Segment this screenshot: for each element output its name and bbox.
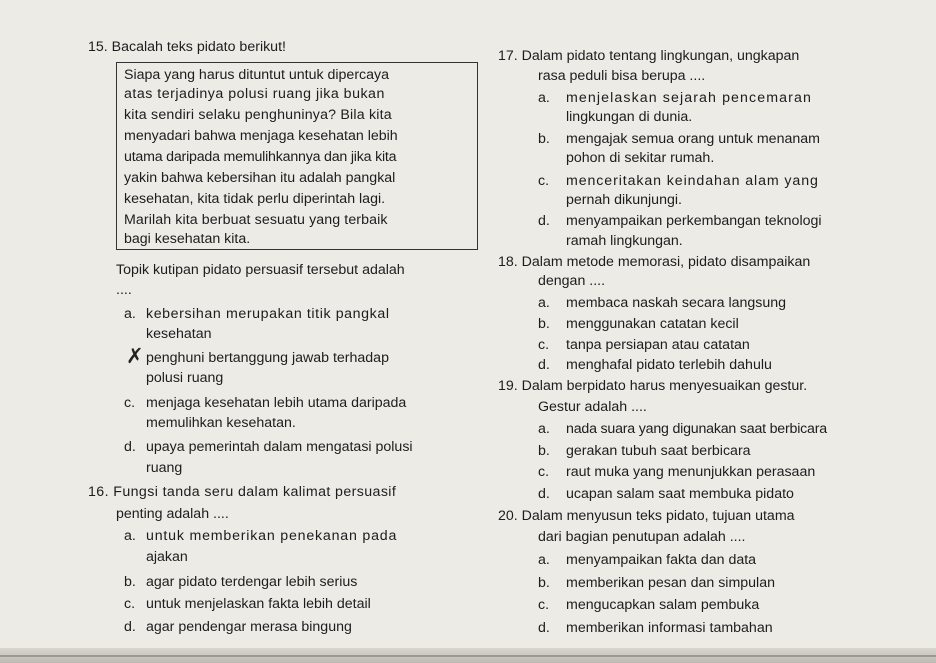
q15-passage-line: kesehatan, kita tidak perlu diperintah lagi.	[124, 191, 386, 207]
q20-option-c-text[interactable]: mengucapkan salam pembuka	[566, 597, 760, 613]
q18-option-c-letter[interactable]: c.	[538, 337, 550, 353]
q17-option-d-letter[interactable]: d.	[538, 213, 550, 229]
q19-question-cont: Gestur adalah ....	[538, 399, 647, 415]
q17-question: 17. Dalam pidato tentang lingkungan, ungkapan	[498, 48, 800, 64]
q15-title: 15. Bacalah teks pidato berikut!	[88, 39, 286, 55]
q18-option-d-text[interactable]: menghafal pidato terlebih dahulu	[566, 357, 772, 373]
q16-option-d-letter[interactable]: d.	[124, 619, 136, 635]
q19-option-c-letter[interactable]: c.	[538, 464, 550, 480]
q17-option-a-text[interactable]: menjelaskan sejarah pencemaran	[566, 90, 812, 106]
q18-option-a-text[interactable]: membaca naskah secara langsung	[566, 295, 787, 311]
q17-option-c-text-cont: pernah dikunjungi.	[566, 192, 682, 208]
q15-passage-line: kita sendiri selaku penghuninya? Bila kita	[124, 107, 392, 123]
q17-option-b-text[interactable]: mengajak semua orang untuk menanam	[566, 131, 820, 147]
q15-question-ellipsis: ....	[116, 282, 132, 298]
q15-option-c-letter[interactable]: c.	[124, 395, 136, 411]
q19-option-b-text[interactable]: gerakan tubuh saat berbicara	[566, 443, 751, 459]
q15-option-a-text[interactable]: kebersihan merupakan titik pangkal	[146, 306, 390, 322]
q18-question: 18. Dalam metode memorasi, pidato disampaikan	[498, 254, 811, 270]
q17-option-a-letter[interactable]: a.	[538, 90, 550, 106]
q16-option-c-letter[interactable]: c.	[124, 596, 136, 612]
q20-option-b-text[interactable]: memberikan pesan dan simpulan	[566, 575, 775, 591]
q16-option-a-letter[interactable]: a.	[124, 528, 136, 544]
q15-option-d-text-cont: ruang	[146, 460, 183, 476]
q15-passage-line: atas terjadinya polusi ruang jika bukan	[124, 86, 385, 102]
q15-passage-line: utama daripada memulihkannya dan jika kita	[124, 149, 397, 165]
q18-option-d-letter[interactable]: d.	[538, 357, 550, 373]
q16-option-b-text[interactable]: agar pidato terdengar lebih serius	[146, 574, 358, 590]
q17-question-cont: rasa peduli bisa berupa ....	[538, 68, 706, 84]
q15-passage-line: Marilah kita berbuat sesuatu yang terbaik	[124, 212, 388, 228]
q15-option-c-text-cont: memulihkan kesehatan.	[146, 415, 296, 431]
q17-option-a-text-cont: lingkungan di dunia.	[566, 109, 693, 125]
q17-option-b-letter[interactable]: b.	[538, 131, 550, 147]
q16-option-b-letter[interactable]: b.	[124, 574, 136, 590]
q15-passage-line: menyadari bahwa menjaga kesehatan lebih	[124, 128, 398, 144]
q15-option-d-text[interactable]: upaya pemerintah dalam mengatasi polusi	[146, 439, 413, 455]
q20-option-b-letter[interactable]: b.	[538, 575, 550, 591]
q20-option-d-letter[interactable]: d.	[538, 620, 550, 636]
q18-option-b-letter[interactable]: b.	[538, 316, 550, 332]
q20-option-a-text[interactable]: menyampaikan fakta dan data	[566, 552, 757, 568]
q18-option-c-text[interactable]: tanpa persiapan atau catatan	[566, 337, 750, 353]
q16-option-d-text[interactable]: agar pendengar merasa bingung	[146, 619, 352, 635]
q19-question: 19. Dalam berpidato harus menyesuaikan gestur.	[498, 378, 808, 394]
q20-question: 20. Dalam menyusun teks pidato, tujuan utama	[498, 508, 795, 524]
q20-option-a-letter[interactable]: a.	[538, 552, 550, 568]
q16-question-cont: penting adalah ....	[116, 506, 229, 522]
q20-option-d-text[interactable]: memberikan informasi tambahan	[566, 620, 773, 636]
q16-option-c-text[interactable]: untuk menjelaskan fakta lebih detail	[146, 596, 371, 612]
q17-option-c-text[interactable]: menceritakan keindahan alam yang	[566, 173, 819, 189]
q17-option-d-text[interactable]: menyampaikan perkembangan teknologi	[566, 213, 822, 229]
q17-option-b-text-cont: pohon di sekitar rumah.	[566, 150, 715, 166]
q20-question-cont: dari bagian penutupan adalah ....	[538, 529, 746, 545]
q15-option-a-letter[interactable]: a.	[124, 306, 136, 322]
q15-passage-line: Siapa yang harus dituntut untuk dipercaya	[124, 67, 390, 83]
q18-option-a-letter[interactable]: a.	[538, 295, 550, 311]
q15-option-b-text-cont: polusi ruang	[146, 370, 224, 386]
q19-option-d-text[interactable]: ucapan salam saat membuka pidato	[566, 486, 794, 502]
q19-option-b-letter[interactable]: b.	[538, 443, 550, 459]
q15-passage-line: bagi kesehatan kita.	[124, 231, 251, 247]
q17-option-d-text-cont: ramah lingkungan.	[566, 233, 683, 249]
q19-option-a-letter[interactable]: a.	[538, 421, 550, 437]
q20-option-c-letter[interactable]: c.	[538, 597, 550, 613]
q15-question: Topik kutipan pidato persuasif tersebut adalah	[116, 262, 405, 278]
q15-option-d-letter[interactable]: d.	[124, 439, 136, 455]
q16-option-a-text[interactable]: untuk memberikan penekanan pada	[146, 528, 398, 544]
q19-option-c-text[interactable]: raut muka yang menunjukkan perasaan	[566, 464, 816, 480]
q15-passage-line: yakin bahwa kebersihan itu adalah pangkal	[124, 170, 396, 186]
q16-question: 16. Fungsi tanda seru dalam kalimat persuasif	[88, 484, 397, 500]
q19-option-d-letter[interactable]: d.	[538, 486, 550, 502]
q15-option-b-letter[interactable]	[124, 350, 136, 367]
q16-option-a-text-cont: ajakan	[146, 549, 188, 565]
q18-option-b-text[interactable]: menggunakan catatan kecil	[566, 316, 739, 332]
q15-option-b-text[interactable]: penghuni bertanggung jawab terhadap	[146, 350, 389, 366]
q15-option-a-text-cont: kesehatan	[146, 326, 212, 342]
answer-cross-mark-icon: ✗	[126, 344, 144, 368]
page-fold-line	[0, 655, 936, 657]
q17-option-c-letter[interactable]: c.	[538, 173, 550, 189]
q19-option-a-text[interactable]: nada suara yang digunakan saat berbicara	[566, 421, 827, 437]
q15-option-c-text[interactable]: menjaga kesehatan lebih utama daripada	[146, 395, 407, 411]
q18-question-cont: dengan ....	[538, 273, 606, 289]
